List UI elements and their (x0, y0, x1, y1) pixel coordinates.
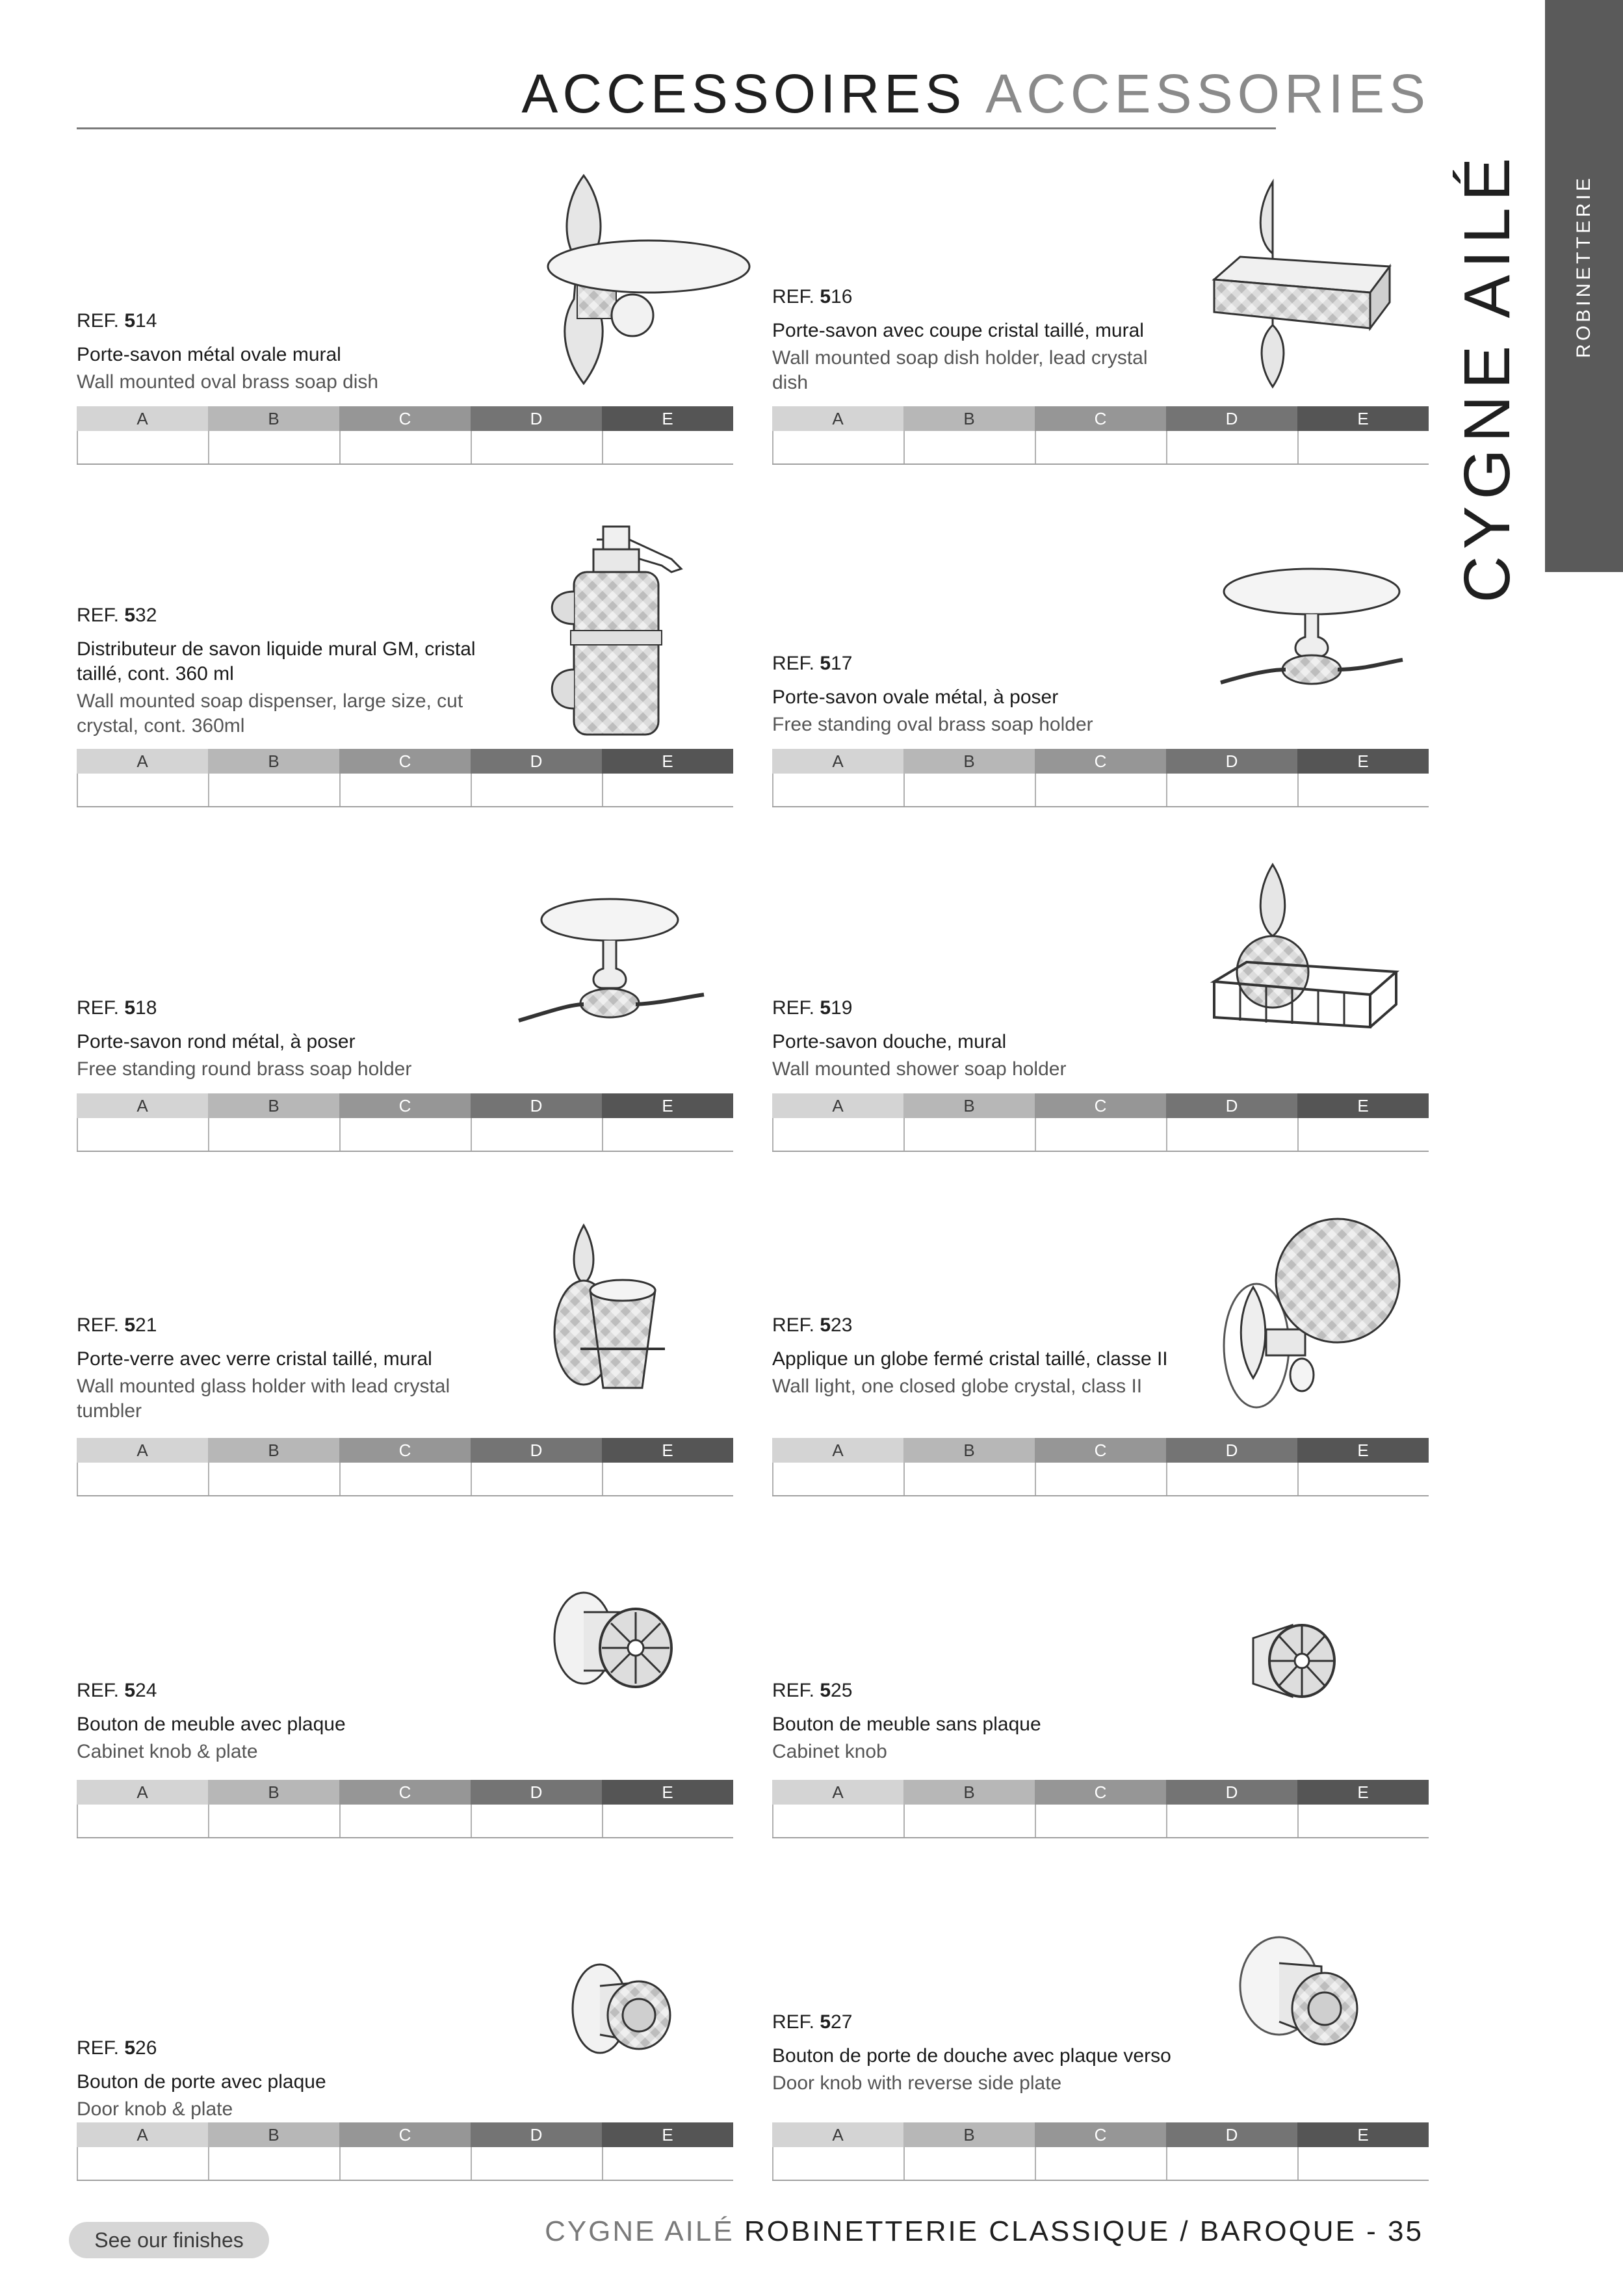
finish-cell (1035, 1118, 1166, 1151)
product-514 (77, 156, 733, 465)
product-525 (772, 1554, 1429, 1840)
product-ref: REF. 516 (772, 286, 853, 307)
finish-cell (471, 774, 602, 806)
product-name-fr: Bouton de meuble sans plaque (772, 1714, 1041, 1735)
footer-range: ROBINETTERIE CLASSIQUE / BAROQUE (744, 2215, 1357, 2247)
finish-e: E (1297, 1438, 1429, 1463)
finish-c: C (1035, 1780, 1166, 1805)
finish-cell (1166, 774, 1297, 806)
finish-cell (1035, 431, 1166, 463)
finish-table (77, 2122, 733, 2181)
finish-a: A (772, 1093, 903, 1118)
product-text (77, 309, 493, 395)
finish-table (772, 1438, 1429, 1496)
page-title (0, 63, 1430, 124)
product-name-fr: Bouton de porte de douche avec plaque verso (772, 2045, 1171, 2067)
finish-cell (1297, 774, 1429, 806)
finish-cell (77, 1118, 208, 1151)
finish-d: D (1166, 406, 1297, 431)
product-name-en: Free standing round brass soap holder (77, 1058, 412, 1080)
finish-cell (1166, 1805, 1297, 1837)
finish-cell (903, 431, 1035, 463)
finish-d: D (471, 749, 602, 774)
finish-cell (602, 431, 733, 463)
product-text (77, 603, 493, 738)
finish-e: E (602, 1438, 733, 1463)
product-name-en: Wall mounted soap dispenser, large size, cut crystal, cont. 360ml (77, 690, 463, 737)
finish-a: A (772, 2122, 903, 2147)
product-ref: REF. 521 (77, 1314, 157, 1336)
product-name-fr: Porte-savon douche, mural (772, 1031, 1007, 1052)
finish-cell (339, 431, 471, 463)
finish-cell (903, 774, 1035, 806)
page-number: 35 (1388, 2215, 1423, 2247)
finish-c: C (1035, 1093, 1166, 1118)
wall-light-illustration (1221, 1209, 1403, 1417)
finish-cell (903, 1805, 1035, 1837)
finish-cell (77, 1463, 208, 1495)
finish-c: C (339, 406, 471, 431)
product-name-en: Wall mounted glass holder with lead crystal tumbler (77, 1376, 450, 1422)
finish-c: C (339, 2122, 471, 2147)
finish-cell (602, 774, 733, 806)
finish-cell (602, 1463, 733, 1495)
finish-cell (471, 1805, 602, 1837)
finish-cell (1297, 2147, 1429, 2180)
cabinet-knob-plate-illustration (545, 1586, 688, 1703)
finish-cell (1166, 2147, 1297, 2180)
finish-e: E (602, 1093, 733, 1118)
product-text (77, 1678, 493, 1764)
finish-table (77, 406, 733, 465)
finish-a: A (772, 749, 903, 774)
product-name-en: Wall mounted soap dish holder, lead crystal dish (772, 347, 1148, 393)
finish-cell (602, 1118, 733, 1151)
door-knob-plate-illustration (564, 1957, 681, 2074)
page-title-en: ACCESSORIES (985, 63, 1430, 124)
finish-e: E (602, 406, 733, 431)
product-name-fr: Applique un globe fermé cristal taillé, classe II (772, 1348, 1168, 1370)
product-name-en: Door knob & plate (77, 2098, 233, 2120)
product-name-fr: Porte-verre avec verre cristal taillé, mural (77, 1348, 432, 1370)
finish-c: C (1035, 406, 1166, 431)
finish-cell (1035, 1463, 1166, 1495)
cabinet-knob-illustration (1240, 1612, 1351, 1710)
product-text (772, 651, 1188, 737)
finish-cell (602, 2147, 733, 2180)
product-ref: REF. 518 (77, 997, 157, 1019)
footer-collection: CYGNE AILÉ (545, 2215, 734, 2247)
finish-b: B (903, 749, 1035, 774)
glass-holder-illustration (545, 1225, 675, 1407)
product-text (772, 1313, 1188, 1399)
finish-cell (602, 1805, 733, 1837)
finish-cell (772, 774, 903, 806)
product-text (77, 1313, 493, 1424)
product-name-fr: Porte-savon métal ovale mural (77, 344, 341, 365)
product-name-en: Wall mounted oval brass soap dish (77, 371, 379, 393)
finish-e: E (1297, 1093, 1429, 1118)
product-name-en: Door knob with reverse side plate (772, 2072, 1062, 2094)
finish-cell (339, 1805, 471, 1837)
product-ref: REF. 519 (772, 997, 853, 1019)
finish-table (772, 2122, 1429, 2181)
product-524 (77, 1554, 733, 1840)
finish-cell (903, 2147, 1035, 2180)
finish-cell (471, 431, 602, 463)
finish-c: C (1035, 1438, 1166, 1463)
finish-d: D (471, 1093, 602, 1118)
finish-e: E (1297, 2122, 1429, 2147)
finish-cell (77, 774, 208, 806)
standing-round-soap-holder-illustration (512, 894, 707, 1050)
finish-cell (903, 1118, 1035, 1151)
finish-cell (208, 1805, 339, 1837)
product-name-fr: Bouton de meuble avec plaque (77, 1714, 346, 1735)
page-title-fr: ACCESSOIRES (521, 63, 967, 124)
product-523 (772, 1209, 1429, 1495)
finish-b: B (903, 2122, 1035, 2147)
finish-cell (772, 2147, 903, 2180)
finish-e: E (1297, 406, 1429, 431)
finish-table (77, 1093, 733, 1152)
finish-a: A (772, 1780, 903, 1805)
finish-cell (1035, 2147, 1166, 2180)
product-name-fr: Distributeur de savon liquide mural GM, cristal taillé, cont. 360 ml (77, 638, 476, 685)
finish-d: D (1166, 2122, 1297, 2147)
finish-cell (1297, 1463, 1429, 1495)
finish-a: A (77, 1093, 208, 1118)
product-name-en: Wall mounted shower soap holder (772, 1058, 1067, 1080)
finish-b: B (903, 1093, 1035, 1118)
finish-cell (77, 431, 208, 463)
product-ref: REF. 525 (772, 1680, 853, 1701)
finish-c: C (339, 1093, 471, 1118)
finish-cell (208, 1463, 339, 1495)
finish-table (77, 1780, 733, 1838)
finish-cell (1035, 774, 1166, 806)
finish-cell (772, 1118, 903, 1151)
standing-oval-soap-holder-illustration (1214, 566, 1409, 709)
footer-caption: CYGNE AILÉ ROBINETTERIE CLASSIQUE / BAROQUE - 35 (545, 2215, 1423, 2247)
finish-cell (471, 1118, 602, 1151)
title-rule (77, 127, 1276, 129)
product-532 (77, 520, 733, 806)
product-text (77, 2036, 493, 2122)
finish-b: B (903, 1780, 1035, 1805)
product-526 (77, 1898, 733, 2184)
finish-cell (471, 1463, 602, 1495)
finish-c: C (339, 1780, 471, 1805)
finish-b: B (903, 406, 1035, 431)
product-521 (77, 1209, 733, 1495)
soap-dispenser-illustration (532, 520, 759, 741)
finish-cell (903, 1463, 1035, 1495)
finish-cell (339, 2147, 471, 2180)
product-ref: REF. 526 (77, 2037, 157, 2059)
finish-e: E (1297, 1780, 1429, 1805)
finish-a: A (77, 406, 208, 431)
finish-d: D (1166, 1780, 1297, 1805)
finish-cell (471, 2147, 602, 2180)
finish-table (77, 1438, 733, 1496)
see-finishes-button[interactable]: See our finishes (69, 2222, 269, 2258)
finish-c: C (1035, 749, 1166, 774)
finish-a: A (772, 406, 903, 431)
finish-c: C (339, 1438, 471, 1463)
product-ref: REF. 524 (77, 1680, 157, 1701)
finish-d: D (471, 1780, 602, 1805)
finish-b: B (903, 1438, 1035, 1463)
product-name-fr: Porte-savon avec coupe cristal taillé, mural (772, 320, 1144, 341)
finish-c: C (339, 749, 471, 774)
finish-d: D (1166, 749, 1297, 774)
finish-e: E (1297, 749, 1429, 774)
finish-cell (208, 1118, 339, 1151)
finish-cell (1166, 1463, 1297, 1495)
product-name-fr: Porte-savon rond métal, à poser (77, 1031, 356, 1052)
finish-table (772, 749, 1429, 807)
finish-cell (1297, 1118, 1429, 1151)
finish-table (772, 406, 1429, 465)
finish-cell (1035, 1805, 1166, 1837)
product-name-en: Cabinet knob (772, 1741, 887, 1762)
finish-cell (1297, 431, 1429, 463)
finish-b: B (208, 1780, 339, 1805)
finish-cell (208, 2147, 339, 2180)
product-527 (772, 1898, 1429, 2184)
finish-cell (339, 1463, 471, 1495)
product-name-fr: Porte-savon ovale métal, à poser (772, 686, 1059, 708)
finish-table (77, 749, 733, 807)
finish-cell (339, 774, 471, 806)
product-name-fr: Bouton de porte avec plaque (77, 2071, 326, 2093)
finish-a: A (77, 1438, 208, 1463)
product-text (772, 1678, 1188, 1764)
product-name-en: Cabinet knob & plate (77, 1741, 258, 1762)
finish-cell (1297, 1805, 1429, 1837)
finish-cell (77, 1805, 208, 1837)
finish-cell (772, 431, 903, 463)
product-ref: REF. 523 (772, 1314, 853, 1336)
finish-a: A (77, 1780, 208, 1805)
finish-e: E (602, 749, 733, 774)
product-text (772, 996, 1188, 1082)
finish-b: B (208, 406, 339, 431)
product-ref: REF. 514 (77, 310, 157, 332)
finish-a: A (772, 1438, 903, 1463)
product-ref: REF. 517 (772, 653, 853, 674)
finish-table (772, 1093, 1429, 1152)
product-ref: REF. 532 (77, 605, 157, 626)
finish-cell (1166, 431, 1297, 463)
finish-d: D (471, 2122, 602, 2147)
crystal-soap-dish-illustration (1201, 182, 1416, 397)
finish-cell (772, 1805, 903, 1837)
finish-e: E (602, 1780, 733, 1805)
product-519 (772, 865, 1429, 1151)
product-518 (77, 865, 733, 1151)
shower-soap-holder-illustration (1208, 865, 1416, 1073)
finish-c: C (1035, 2122, 1166, 2147)
finish-cell (208, 431, 339, 463)
finish-d: D (471, 406, 602, 431)
finish-a: A (77, 749, 208, 774)
product-516 (772, 156, 1429, 465)
oval-soap-dish-illustration (493, 169, 733, 390)
finish-b: B (208, 2122, 339, 2147)
product-517 (772, 520, 1429, 806)
section-tab-label: ROBINETTERIE (1573, 175, 1594, 358)
finish-d: D (1166, 1093, 1297, 1118)
finish-cell (1166, 1118, 1297, 1151)
finish-b: B (208, 1438, 339, 1463)
finish-d: D (1166, 1438, 1297, 1463)
finish-cell (772, 1463, 903, 1495)
product-ref: REF. 527 (772, 2011, 853, 2033)
collection-label: CYGNE AILÉ (1451, 151, 1524, 603)
product-name-en: Wall light, one closed globe crystal, class II (772, 1376, 1143, 1397)
product-text (77, 996, 493, 1082)
finish-cell (339, 1118, 471, 1151)
product-text (772, 285, 1188, 395)
finish-cell (77, 2147, 208, 2180)
finish-e: E (602, 2122, 733, 2147)
product-text (772, 2010, 1188, 2096)
finish-table (772, 1780, 1429, 1838)
product-name-en: Free standing oval brass soap holder (772, 714, 1093, 735)
finish-cell (208, 774, 339, 806)
finish-a: A (77, 2122, 208, 2147)
finish-d: D (471, 1438, 602, 1463)
finish-b: B (208, 1093, 339, 1118)
finish-b: B (208, 749, 339, 774)
shower-door-knob-illustration (1234, 1931, 1377, 2074)
